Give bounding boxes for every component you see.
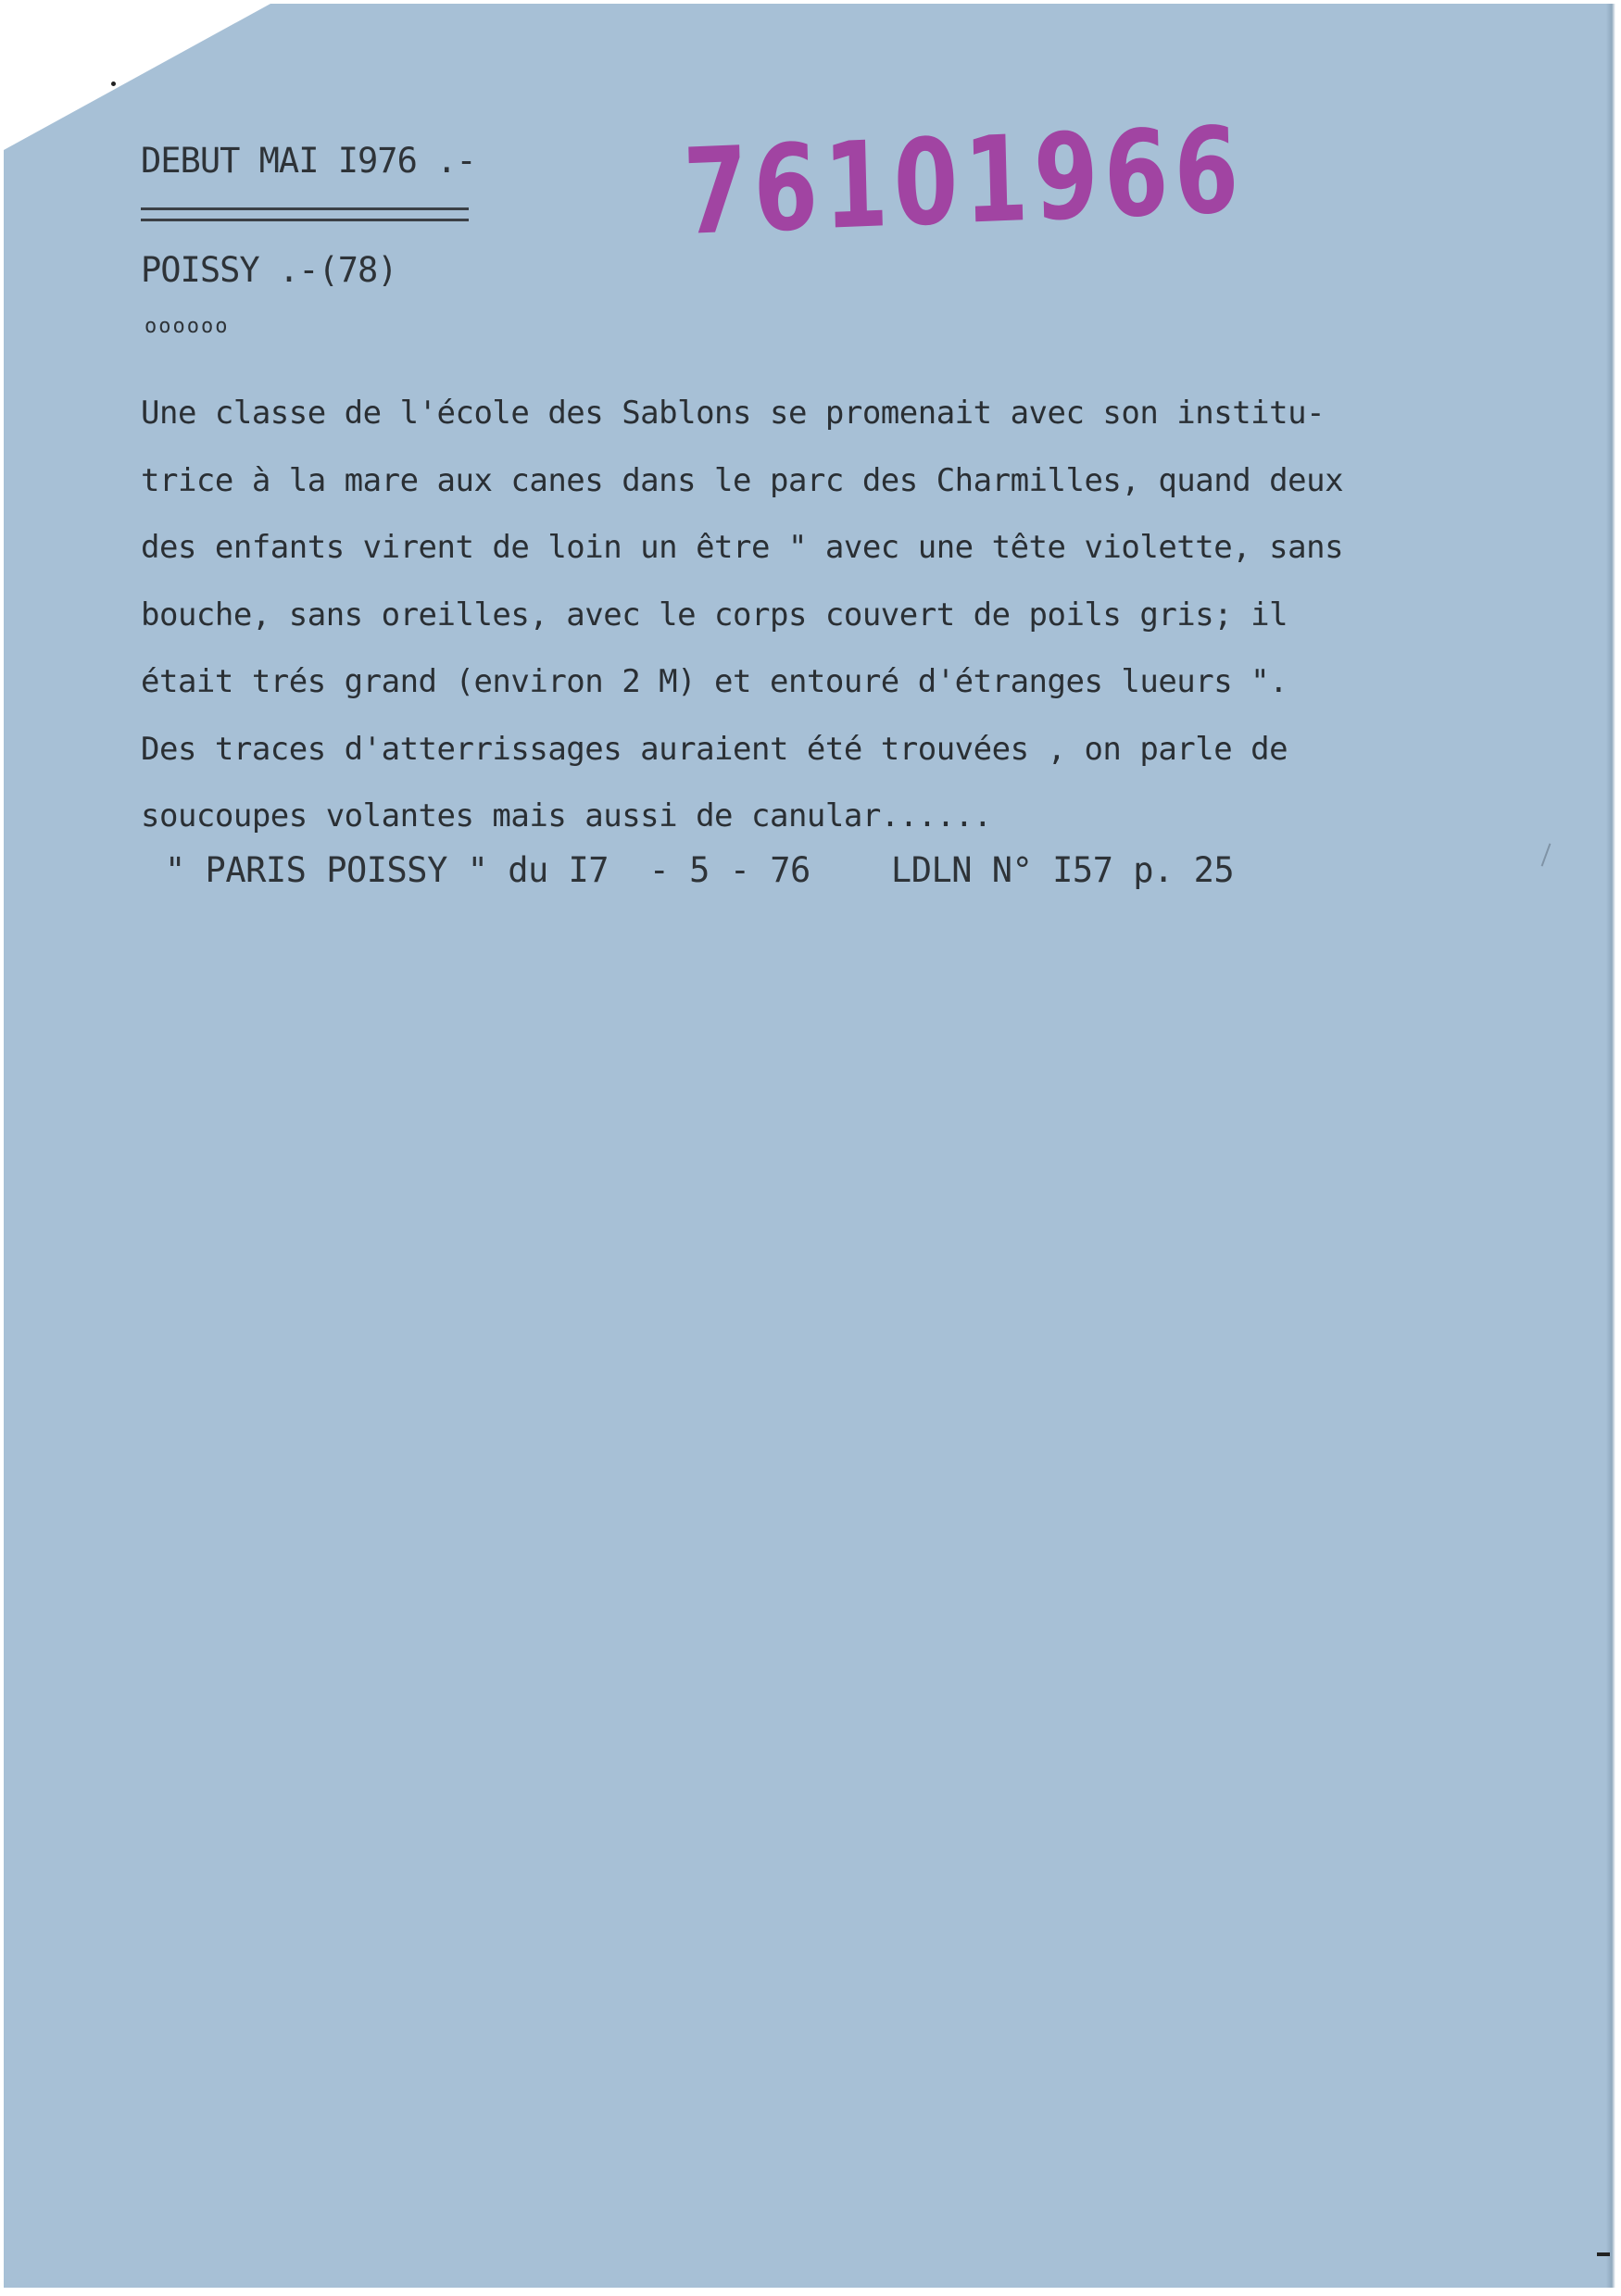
double-underline (141, 207, 469, 221)
date-heading: DEBUT MAI I976 .- (141, 141, 476, 181)
body-line: était trés grand (environ 2 M) et entouré d'étranges lueurs ". (141, 663, 1288, 700)
body-line: des enfants virent de loin un être " avec une tête violette, sans (141, 529, 1344, 566)
catalog-number-stamp: 76101966 (682, 101, 1247, 262)
body-line: Des traces d'atterrissages auraient été trouvées , on parle de (141, 730, 1288, 768)
body-line: Une classe de l'école des Sablons se promenait avec son institu- (141, 395, 1326, 432)
report-body (141, 380, 1343, 850)
ornament-row: oooooo (145, 315, 230, 338)
blue-paper-sheet (4, 4, 1615, 2288)
body-line: trice à la mare aux canes dans le parc des Charmilles, quand deux (141, 461, 1344, 499)
body-line: soucoupes volantes mais aussi de canular...... (141, 797, 992, 834)
place-heading: POISSY .-(78) (141, 250, 397, 290)
paper-speck (111, 82, 116, 86)
source-citation: " PARIS POISSY " du I7 - 5 - 76 LDLN N° I57 p. 25 (165, 850, 1235, 890)
corner-mark (1597, 2252, 1610, 2256)
sheet-right-edge (1606, 4, 1615, 2288)
body-line: bouche, sans oreilles, avec le corps couvert de poils gris; il (141, 596, 1288, 634)
